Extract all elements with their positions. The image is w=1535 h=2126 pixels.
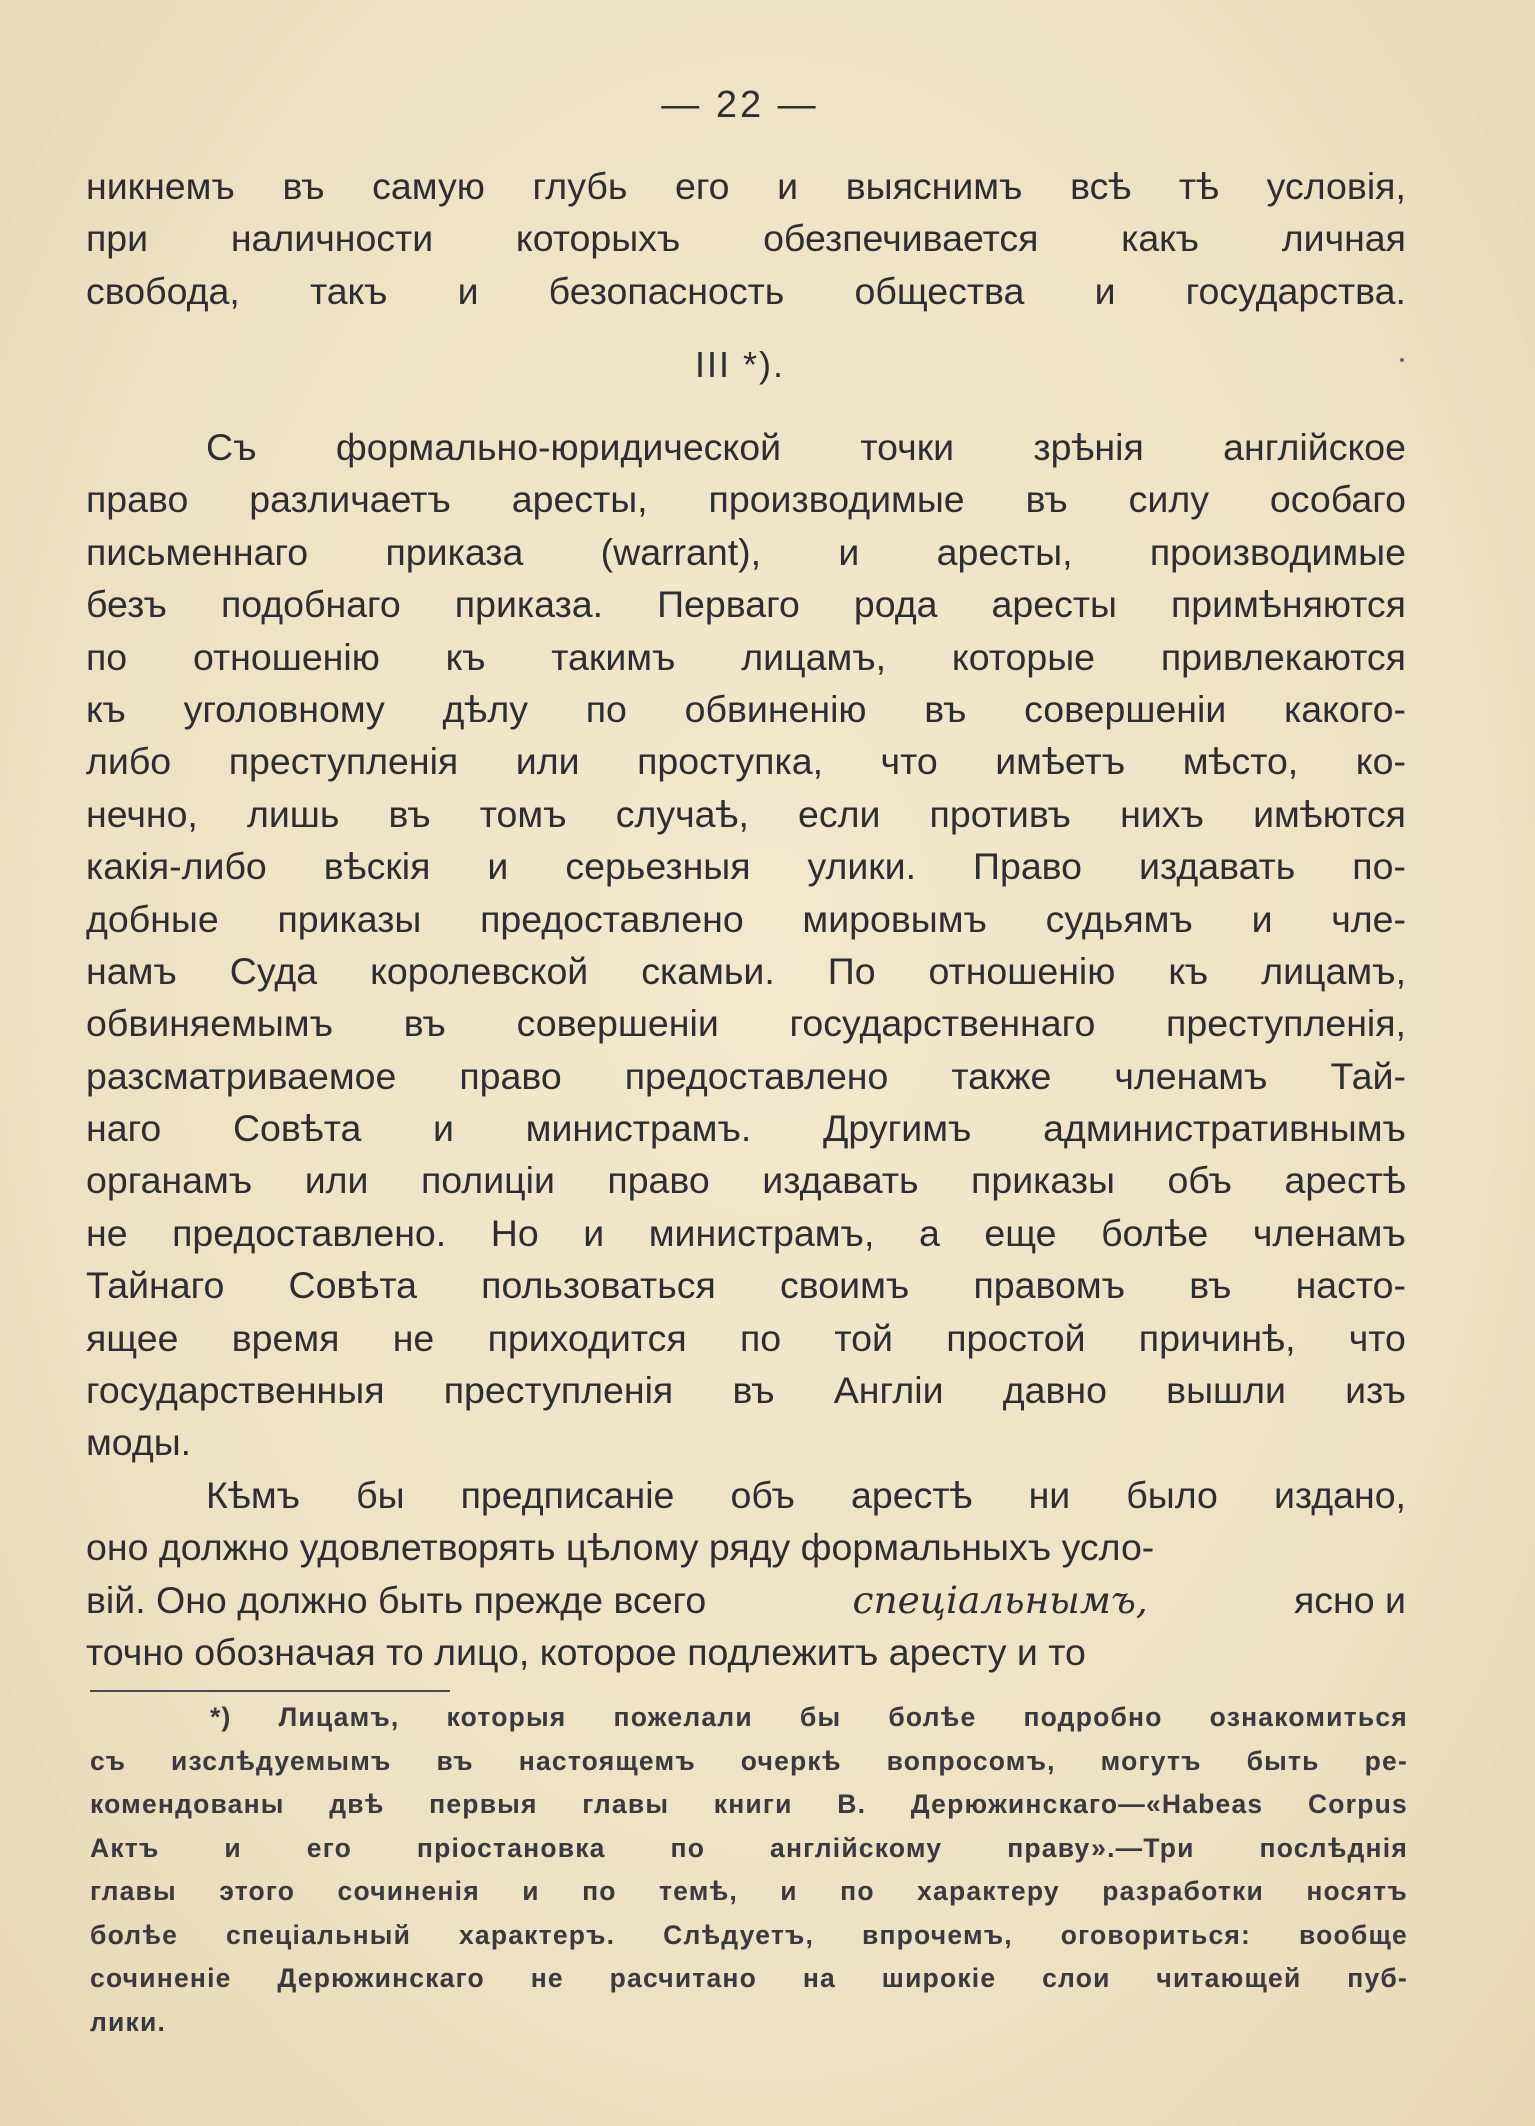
paragraph-1-word: рода	[853, 583, 938, 626]
paragraph-1-word: случаѣ,	[615, 792, 749, 835]
paragraph-1-word: мѣсто,	[1182, 740, 1299, 783]
paragraph-1-word: преступленія	[228, 740, 459, 783]
footnote-word: въ	[436, 1745, 474, 1776]
paragraph-1-word: и	[487, 845, 509, 888]
footnote-word: вопросомъ,	[886, 1745, 1056, 1776]
paragraph-2-word: предписаніе	[460, 1474, 675, 1516]
footnote-word: съ	[90, 1745, 127, 1776]
paragraph-1-word: приказы	[277, 897, 422, 940]
intro-word: безопасность	[548, 269, 785, 312]
text-line	[90, 1914, 1408, 1958]
paragraph-1-word: министрамъ.	[525, 1107, 752, 1150]
intro-word: которыхъ	[515, 217, 681, 260]
paragraph-2-word: издано,	[1273, 1474, 1406, 1516]
paragraph-1-word: давно	[1002, 1369, 1107, 1412]
intro-word: общества	[854, 269, 1025, 312]
paragraph-2-line-3-before: вій. Оно должно быть прежде всего	[86, 1578, 707, 1621]
footnote	[90, 1696, 1408, 2044]
paragraph-2-word: ни	[1028, 1474, 1071, 1516]
paragraph-1-word: причинѣ,	[1138, 1316, 1296, 1359]
text-line	[86, 997, 1406, 1049]
intro-word: условія,	[1266, 165, 1406, 207]
paragraph-1-word: наго	[86, 1107, 162, 1150]
paragraph-1-word: еще	[984, 1211, 1057, 1254]
footnote-word: темѣ,	[659, 1876, 738, 1906]
paragraph-1-word: намъ	[86, 949, 177, 992]
paragraph-1-word: или	[515, 740, 580, 783]
paragraph-1-word: скамьи.	[641, 949, 775, 992]
paragraph-1-word: государственнаго	[789, 1002, 1096, 1045]
footnote-word: настоящемъ	[518, 1745, 696, 1776]
paragraph-1-word: что	[880, 740, 938, 783]
paragraph-1-word: правомъ	[973, 1264, 1126, 1307]
footnote-word: бы	[799, 1702, 842, 1732]
paragraph-1-word: къ	[86, 687, 126, 730]
footnote-word: праву».—Три	[1007, 1832, 1195, 1863]
intro-text	[86, 160, 1406, 317]
paragraph-1-word: Право	[973, 845, 1083, 888]
paragraph-1-word: аресты,	[511, 478, 648, 521]
text-line	[86, 473, 1406, 525]
footnote-word: этого	[219, 1876, 296, 1906]
footnote-word: болѣе	[90, 1919, 179, 1950]
intro-word: глубь	[532, 165, 628, 207]
text-line	[86, 1416, 1406, 1468]
paragraph-1	[86, 421, 1406, 1469]
footnote-word: пуб-	[1347, 1963, 1408, 1993]
paragraph-1-word: простой	[946, 1316, 1086, 1359]
paragraph-1-word: Но	[490, 1211, 539, 1254]
text-line	[86, 160, 1406, 212]
footnote-word: пріостановка	[416, 1832, 606, 1863]
paragraph-1-word: По	[827, 949, 876, 992]
paragraph-1-word: преступленія	[443, 1369, 674, 1412]
paragraph-1-word: чле-	[1331, 897, 1406, 940]
paragraph-1-word: разсматриваемое	[86, 1054, 397, 1097]
footnote-word: носятъ	[1306, 1876, 1408, 1906]
paragraph-2-line-1	[206, 1469, 1406, 1521]
paragraph-1-word: государственныя	[86, 1369, 385, 1412]
paragraph-1-word: и	[433, 1107, 454, 1150]
footnote-word: послѣднія	[1259, 1832, 1408, 1863]
paragraph-1-word: насто-	[1295, 1264, 1406, 1307]
text-line	[90, 1783, 1408, 1827]
footnote-word: лики.	[90, 2006, 167, 2037]
footnote-word: его	[306, 1832, 352, 1863]
footnote-word: Актъ	[90, 1832, 160, 1863]
paragraph-1-word: какого-	[1284, 687, 1406, 730]
text-line	[86, 683, 1406, 735]
paragraph-1-word: лишь	[246, 792, 340, 835]
paragraph-1-word: различаетъ	[249, 478, 451, 521]
paragraph-1-word: не	[86, 1211, 128, 1254]
intro-word: государства.	[1185, 269, 1406, 312]
paragraph-1-word: англійское	[1223, 426, 1406, 468]
paragraph-2-line-4: точно обозначая то лицо, которое подлежитъ аресту и то	[86, 1631, 1086, 1674]
footnote-word: впрочемъ,	[861, 1919, 1013, 1950]
footnote-word: Лицамъ,	[278, 1702, 400, 1732]
paragraph-1-word: лицамъ,	[741, 635, 887, 678]
footnote-word: не	[530, 1963, 564, 1993]
paragraph-1-word: добные	[86, 897, 219, 940]
paragraph-2-line-3-after: ясно и	[1294, 1578, 1406, 1621]
footnote-word: главы	[582, 1789, 670, 1819]
paragraph-1-word: по	[585, 687, 627, 730]
paragraph-1-word: вѣскія	[323, 845, 431, 888]
footnote-word: комендованы	[90, 1789, 285, 1819]
footnote-word: и	[780, 1876, 798, 1906]
paragraph-1-word: пользоваться	[481, 1264, 716, 1307]
footnote-word: по	[582, 1876, 617, 1906]
footnote-word: В.	[837, 1789, 867, 1819]
paragraph-1-word: также	[951, 1054, 1052, 1097]
intro-word: при	[86, 217, 149, 260]
text-line	[86, 1574, 1406, 1626]
footnote-word: Corpus	[1307, 1789, 1408, 1819]
paragraph-1-word: своимъ	[780, 1264, 910, 1307]
footnote-word: книги	[713, 1789, 793, 1819]
paragraph-1-word: (warrant),	[600, 530, 762, 573]
paragraph-1-word: Совѣта	[288, 1264, 417, 1307]
footnote-word: первыя	[429, 1789, 538, 1819]
footnote-word: характеру	[917, 1876, 1060, 1906]
footnote-word: изслѣдуемымъ	[171, 1745, 392, 1776]
text-line	[86, 1102, 1406, 1154]
paragraph-1-word: особаго	[1269, 478, 1406, 521]
footnote-word: болѣе	[888, 1702, 977, 1732]
paragraph-1-word: лицамъ,	[1261, 949, 1406, 992]
paragraph-1-word: ящее	[86, 1316, 179, 1359]
text-line	[90, 1696, 1408, 1740]
paragraph-1-word: издавать	[762, 1159, 919, 1202]
paragraph-1-word: Тай-	[1330, 1054, 1406, 1097]
intro-word: и	[457, 269, 479, 312]
text-line	[86, 265, 1406, 317]
section-heading: III *).	[694, 344, 785, 385]
paragraph-1-word: къ	[445, 635, 486, 678]
footnote-word: *)	[210, 1702, 232, 1732]
intro-word: всѣ	[1070, 165, 1132, 207]
paragraph-1-word: мировымъ	[802, 897, 987, 940]
footnote-word: оговориться:	[1060, 1919, 1252, 1950]
paragraph-1-word: противъ	[929, 792, 1071, 835]
paragraph-1-word: либо	[86, 740, 172, 783]
footnote-word: расчитано	[609, 1963, 758, 1993]
text-line	[86, 1312, 1406, 1364]
text-line	[86, 735, 1406, 787]
paragraph-1-word: и	[583, 1211, 605, 1254]
paragraph-1-word: точки	[860, 426, 955, 468]
paragraph-1-word: совершеніи	[516, 1002, 719, 1045]
text-line	[86, 893, 1406, 945]
paragraph-1-word: такимъ	[551, 635, 676, 678]
footnote-word: ознакомиться	[1209, 1702, 1408, 1732]
paragraph-2-word: было	[1126, 1474, 1218, 1516]
paragraph-1-word: въ	[1025, 478, 1068, 521]
footnote-word: и	[522, 1876, 540, 1906]
paragraph-1-word: по	[86, 635, 128, 678]
paragraph-1-word: въ	[924, 687, 967, 730]
paragraph-1-word: совершеніи	[1024, 687, 1227, 730]
intro-word: его	[674, 165, 730, 207]
text-line	[86, 421, 1406, 473]
text-line	[86, 1259, 1406, 1311]
paragraph-1-word: Англіи	[833, 1369, 944, 1412]
paragraph-2-word: бы	[356, 1474, 405, 1516]
paragraph-1-word: вышли	[1166, 1369, 1286, 1412]
paragraph-1-word: нечно,	[86, 792, 198, 835]
paragraph-1-word: въ	[403, 1002, 446, 1045]
footnote-word: спеціальный	[225, 1919, 412, 1950]
paragraph-1-word: безъ	[86, 583, 167, 626]
paragraph-1-word: той	[834, 1316, 893, 1359]
paragraph-1-word: производимые	[708, 478, 965, 521]
paragraph-1-word: аресты,	[936, 530, 1073, 573]
stray-dot	[1400, 358, 1404, 362]
paragraph-1-word: къ	[1168, 949, 1209, 992]
paragraph-1-word: болѣе	[1101, 1211, 1209, 1254]
paragraph-1-word: или	[304, 1159, 369, 1202]
text-line	[90, 2001, 1408, 2045]
footnote-word: ре-	[1364, 1745, 1408, 1776]
paragraph-1-word: и	[838, 530, 860, 573]
footnote-word: которыя	[446, 1702, 567, 1732]
paragraph-1-word: министрамъ,	[648, 1211, 875, 1254]
paragraph-1-word: право	[86, 478, 189, 521]
text-line	[86, 840, 1406, 892]
paragraph-1-word: въ	[388, 792, 431, 835]
paragraph-2-line-2: оно должно удовлетворять цѣлому ряду формальныхъ усло-	[86, 1526, 1155, 1569]
footnote-word: по	[670, 1832, 706, 1863]
paragraph-1-word: обвиненію	[684, 687, 867, 730]
footnote-word: очеркѣ	[740, 1745, 842, 1776]
text-line	[86, 1154, 1406, 1206]
text-line	[86, 1469, 1406, 1521]
text-line	[86, 1364, 1406, 1416]
paragraph-1-word: Суда	[229, 949, 318, 992]
footnote-word: Дерюжинскаго—«Habeas	[910, 1789, 1264, 1819]
paragraph-1-word: изъ	[1345, 1369, 1406, 1412]
paragraph-1-word: которые	[951, 635, 1096, 678]
intro-word: тѣ	[1178, 165, 1220, 207]
paragraph-1-word: приходится	[487, 1316, 687, 1359]
footnote-word: могутъ	[1100, 1745, 1202, 1776]
paragraph-1-word: Съ	[206, 426, 257, 468]
paragraph-1-word: привлекаются	[1160, 635, 1406, 678]
footnote-word: подробно	[1023, 1702, 1163, 1732]
text-line	[86, 1207, 1406, 1259]
paragraph-1-word: ко-	[1355, 740, 1406, 783]
intro-word: такъ	[309, 269, 388, 312]
paragraph-1-word: проступка,	[637, 740, 823, 783]
intro-word: самую	[372, 165, 485, 207]
text-line	[86, 788, 1406, 840]
paragraph-1-word: время	[231, 1316, 340, 1359]
paragraph-1-word: производимые	[1149, 530, 1406, 573]
footnote-word: слои	[1042, 1963, 1111, 1993]
paragraph-1-word: право	[607, 1159, 710, 1202]
paragraph-1-word: примѣняются	[1170, 583, 1406, 626]
footnote-word: и	[224, 1832, 242, 1863]
paragraph-1-word: не	[392, 1316, 435, 1359]
paragraph-1-word: предоставлено.	[172, 1211, 447, 1254]
paragraph-1-word: письменнаго	[86, 530, 309, 573]
paragraph-2-word: объ	[730, 1474, 795, 1516]
paragraph-1-word: Тайнаго	[86, 1264, 225, 1307]
intro-word: наличности	[230, 217, 434, 260]
footnote-word: вообще	[1298, 1919, 1408, 1950]
paragraph-1-word: объ	[1167, 1159, 1232, 1202]
paragraph-1-word: формально-юридической	[335, 426, 782, 468]
paragraph-1-word: какія-либо	[86, 845, 267, 888]
footnote-word: англійскому	[770, 1832, 943, 1863]
paragraph-1-word: зрѣнія	[1033, 426, 1144, 468]
paragraph-1-word: имѣются	[1253, 792, 1406, 835]
intro-word: свобода,	[86, 269, 240, 312]
intro-word: и	[1094, 269, 1116, 312]
paragraph-1-word: административнымъ	[1043, 1107, 1406, 1150]
paragraph-1-word: отношенію	[928, 949, 1116, 992]
paragraph-1-word: преступленія,	[1166, 1002, 1406, 1045]
intro-word: и	[777, 165, 799, 207]
footnote-word: по	[840, 1876, 875, 1906]
paragraph-1-word: Другимъ	[822, 1107, 972, 1150]
paragraph-1-word: улики.	[807, 845, 917, 888]
paragraph-1-word: Совѣта	[232, 1107, 362, 1150]
text-line	[90, 1740, 1408, 1784]
footnote-word: разработки	[1102, 1876, 1264, 1906]
paragraph-1-word: арестѣ	[1284, 1159, 1406, 1202]
text-line	[90, 1827, 1408, 1871]
paragraph-1-word: приказа.	[454, 583, 604, 626]
text-line	[86, 945, 1406, 997]
paragraph-1-word: по-	[1352, 845, 1406, 888]
paragraph-1-word: въ	[732, 1369, 775, 1412]
footnote-separator	[90, 1690, 450, 1692]
paragraph-1-word: а	[918, 1211, 940, 1254]
intro-word: какъ	[1121, 217, 1200, 260]
paragraph-1-word: право	[459, 1054, 562, 1097]
paragraph-1-word: по	[739, 1316, 782, 1359]
intro-word: никнемъ	[86, 165, 235, 207]
text-line	[90, 1870, 1408, 1914]
paragraph-1-word: издавать	[1139, 845, 1296, 888]
intro-word: обезпечивается	[763, 217, 1039, 260]
paragraph-1-word: дѣлу	[442, 687, 529, 730]
paragraph-1-word: уголовному	[183, 687, 385, 730]
paragraph-1-word: судьямъ	[1045, 897, 1193, 940]
paragraph-1-word: королевской	[370, 949, 589, 992]
text-line	[86, 578, 1406, 630]
text-line	[86, 1521, 1406, 1573]
footnote-word: Слѣдуетъ,	[663, 1919, 815, 1950]
paragraph-1-word: членамъ	[1252, 1211, 1406, 1254]
text-line	[86, 1050, 1406, 1102]
paragraph-1-word: имѣетъ	[995, 740, 1126, 783]
footnote-word: сочиненія	[337, 1876, 480, 1906]
footnote-word: быть	[1246, 1745, 1320, 1776]
footnote-word: двѣ	[329, 1789, 385, 1819]
intro-word: личная	[1281, 217, 1406, 260]
paragraph-1-word: въ	[1189, 1264, 1232, 1307]
text-line	[90, 1957, 1408, 2001]
paragraph-1-word: отношенію	[192, 635, 380, 678]
footnote-word: широкіе	[881, 1963, 997, 1993]
page-number: — 22 —	[661, 84, 819, 126]
footnote-word: на	[802, 1963, 836, 1993]
paragraph-1-word: Перваго	[657, 583, 800, 626]
footnote-word: главы	[90, 1876, 177, 1906]
paragraph-1-word: органамъ	[86, 1159, 253, 1202]
footnote-word: сочиненіе	[90, 1963, 232, 1993]
paragraph-1-word: предоставлено	[480, 897, 744, 940]
paragraph-1-word: полиціи	[420, 1159, 555, 1202]
footnote-word: читающей	[1156, 1963, 1302, 1993]
paragraph-1-word: что	[1348, 1316, 1406, 1359]
paragraph-1-word: серьезныя	[565, 845, 751, 888]
paragraph-1-word: и	[1251, 897, 1273, 940]
paragraph-1-word: предоставлено	[624, 1054, 889, 1097]
intro-word: въ	[282, 165, 325, 207]
footnote-word: характеръ.	[458, 1919, 616, 1950]
paragraph-1-word: подобнаго	[220, 583, 401, 626]
paragraph-1-word: аресты	[991, 583, 1117, 626]
intro-word: выяснимъ	[845, 165, 1023, 207]
footnote-word: пожелали	[613, 1702, 753, 1732]
paragraph-1-word: моды.	[86, 1421, 192, 1464]
emphasized-word: спеціальнымъ,	[852, 1577, 1148, 1622]
paragraph-1-word: если	[798, 792, 881, 835]
paragraph-1-word: приказа	[385, 530, 524, 573]
paragraph-1-word: приказы	[971, 1159, 1115, 1202]
paragraph-2-word: Кѣмъ	[206, 1474, 301, 1516]
paragraph-1-word: обвиняемымъ	[86, 1002, 334, 1045]
paragraph-1-word: силу	[1128, 478, 1209, 521]
text-line	[86, 1626, 1406, 1678]
text-line	[86, 526, 1406, 578]
paragraph-2-word: арестѣ	[851, 1474, 973, 1516]
footnote-word: Дерюжинскаго	[277, 1963, 485, 1993]
text-line	[86, 631, 1406, 683]
paragraph-2	[86, 1469, 1406, 1679]
paragraph-1-word: нихъ	[1120, 792, 1204, 835]
text-line	[86, 212, 1406, 264]
paragraph-1-word: членамъ	[1114, 1054, 1268, 1097]
paragraph-1-word: томъ	[479, 792, 567, 835]
